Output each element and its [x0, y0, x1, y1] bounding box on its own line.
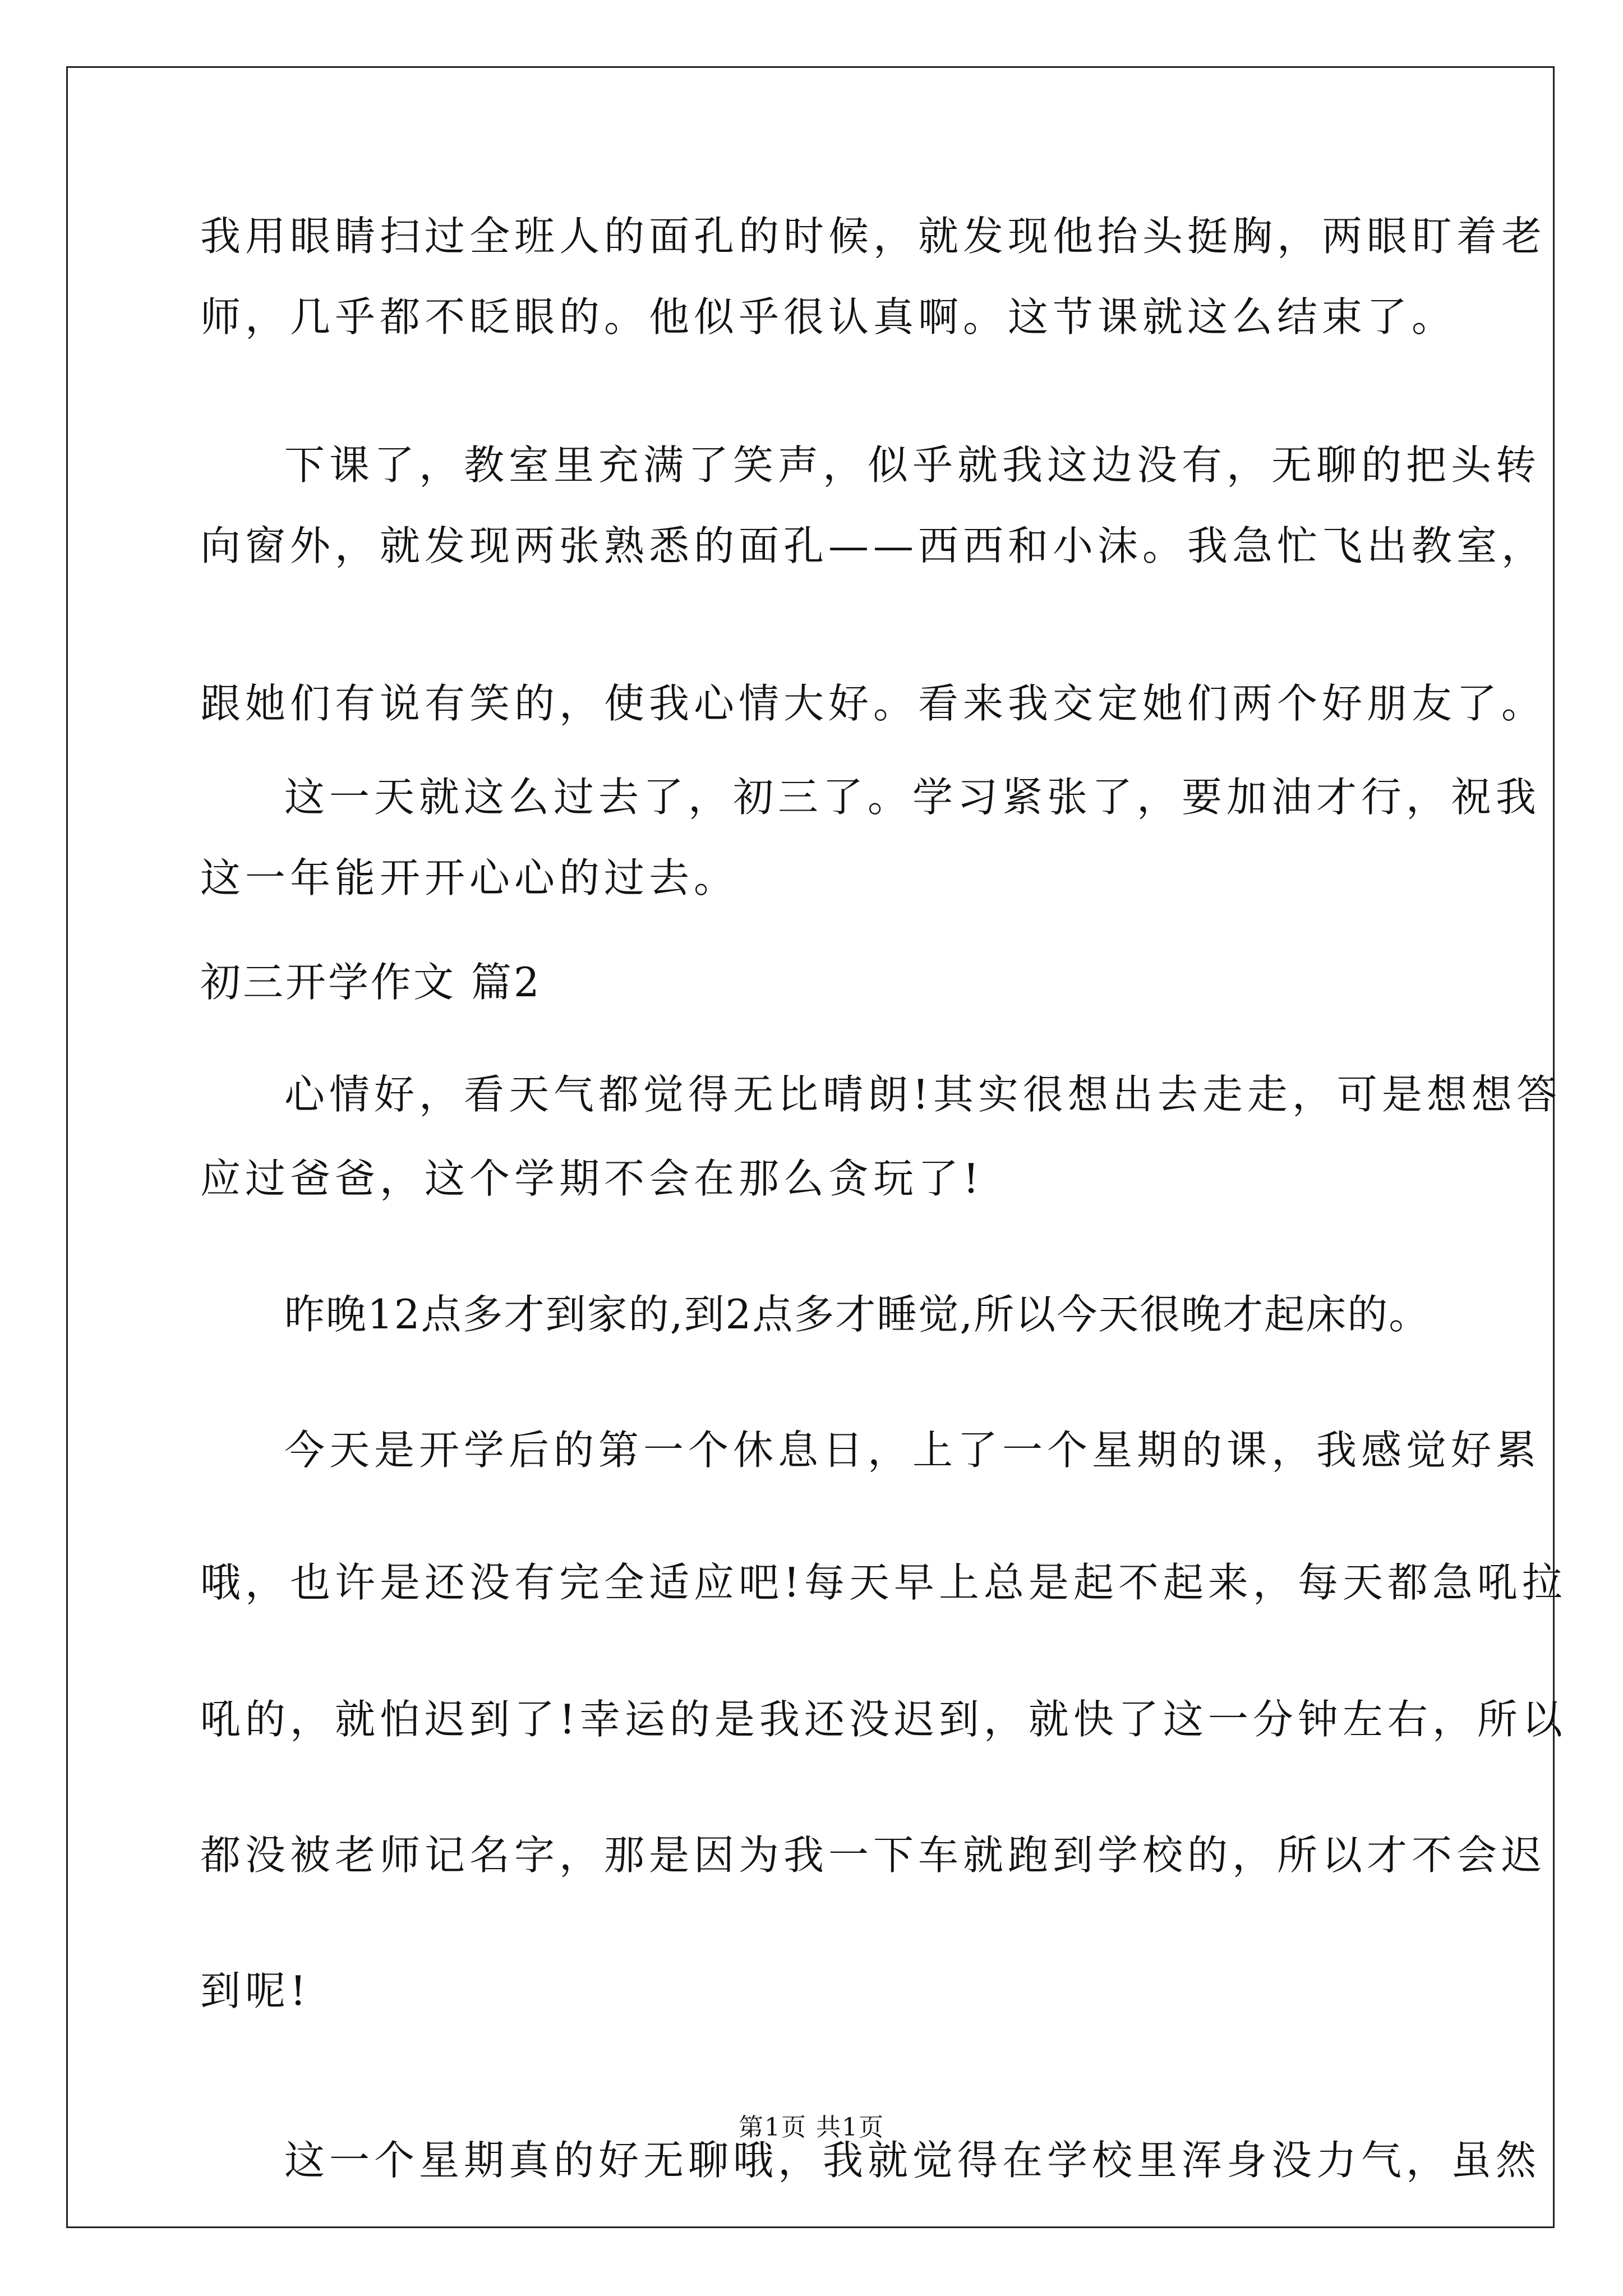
paragraph-line: 这一天就这么过去了，初三了。学习紧张了，要加油才行，祝我	[284, 774, 1541, 821]
paragraph-line: 下课了，教室里充满了笑声，似乎就我这边没有，无聊的把头转	[284, 441, 1541, 489]
page-footer: 第1页 共1页	[739, 2113, 884, 2142]
paragraph-line: 哦，也许是还没有完全适应吧!每天早上总是起不起来，每天都急吼拉	[200, 1559, 1567, 1606]
paragraph-line: 师，几乎都不眨眼的。他似乎很认真啊。这节课就这么结束了。	[200, 293, 1457, 341]
paragraph-line: 这一个星期真的好无聊哦，我就觉得在学校里浑身没力气，虽然	[284, 2137, 1541, 2184]
paragraph-line: 昨晚12点多才到家的,到2点多才睡觉,所以今天很晚才起床的。	[284, 1291, 1431, 1338]
paragraph-line: 我用眼睛扫过全班人的面孔的时候，就发现他抬头挺胸，两眼盯着老	[200, 213, 1547, 260]
paragraph-line: 跟她们有说有笑的，使我心情大好。看来我交定她们两个好朋友了。	[200, 680, 1547, 727]
paragraph-line: 向窗外，就发现两张熟悉的面孔——西西和小沫。我急忙飞出教室，	[200, 522, 1547, 569]
paragraph-line: 这一年能开开心心的过去。	[200, 854, 739, 901]
paragraph-line: 都没被老师记名字，那是因为我一下车就跑到学校的，所以才不会迟	[200, 1832, 1547, 1879]
page-border	[66, 66, 1555, 2228]
section-heading: 初三开学作文 篇2	[200, 959, 542, 1006]
paragraph-line: 心情好，看天气都觉得无比晴朗!其实很想出去走走，可是想想答	[284, 1071, 1561, 1118]
paragraph-line: 今天是开学后的第一个休息日，上了一个星期的课，我感觉好累	[284, 1427, 1541, 1474]
paragraph-line: 到呢!	[200, 1967, 311, 2014]
paragraph-line: 吼的，就怕迟到了!幸运的是我还没迟到，就快了这一分钟左右，所以	[200, 1696, 1567, 1743]
paragraph-line: 应过爸爸，这个学期不会在那么贪玩了!	[200, 1155, 984, 1202]
